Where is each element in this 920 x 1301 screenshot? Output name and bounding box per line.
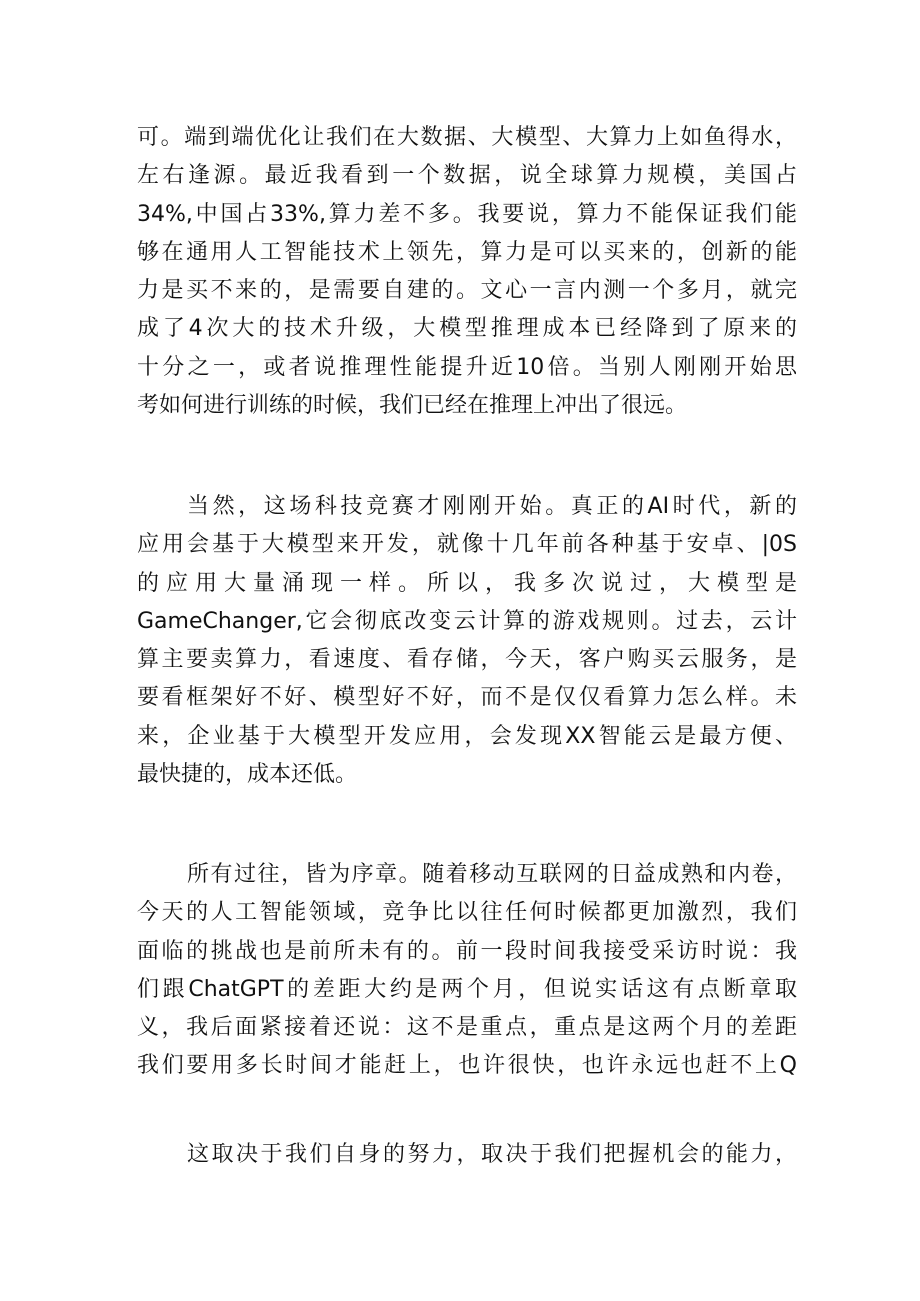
- paragraph-line: 这取决于我们自身的努力，取决于我们把握机会的能力，: [187, 1142, 797, 1167]
- paragraph-line: 的应用大量涌现一样。所以，我多次说过，大模型是: [137, 570, 797, 596]
- paragraph-line: 今天的人工智能领域，竞争比以往任何时候都更加激烈，我们: [137, 900, 797, 926]
- paragraph-line: 所有过往，皆为序章。随着移动互联网的日益成熟和内卷，: [187, 862, 797, 887]
- paragraph-line: 面临的挑战也是前所未有的。前一段时间我接受采访时说：我: [137, 938, 797, 964]
- paragraph-line: 可。端到端优化让我们在大数据、大模型、大算力上如鱼得水，: [137, 125, 797, 150]
- paragraph-line: 义，我后面紧接着还说：这不是重点，重点是这两个月的差距: [137, 1015, 797, 1041]
- paragraph-line: 来，企业基于大模型开发应用，会发现XX智能云是最方便、: [137, 723, 797, 749]
- paragraph-line: 十分之一，或者说推理性能提升近10倍。当别人刚刚开始思: [137, 354, 797, 380]
- paragraph-line: 左右逢源。最近我看到一个数据，说全球算力规模，美国占: [137, 163, 797, 189]
- paragraph-line: 34%,中国占33%,算力差不多。我要说，算力不能保证我们能: [137, 201, 797, 227]
- paragraph-line: 要看框架好不好、模型好不好，而不是仅仅看算力怎么样。未: [137, 685, 797, 711]
- paragraph-line: 够在通用人工智能技术上领先，算力是可以买来的，创新的能: [137, 239, 797, 265]
- paragraph-line: 成了4次大的技术升级，大模型推理成本已经降到了原来的: [137, 316, 797, 342]
- paragraph-4: [137, 1136, 797, 1174]
- paragraph-line: 们跟ChatGPT的差距大约是两个月，但说实话这有点断章取: [137, 976, 797, 1002]
- paragraph-line: 最快捷的，成本还低。: [137, 762, 358, 788]
- paragraph-line: 力是买不来的，是需要自建的。文心一言内测一个多月，就完: [137, 278, 797, 304]
- paragraph-1: [137, 119, 797, 425]
- paragraph-line: 当然，这场科技竞赛才刚刚开始。真正的AI时代，新的: [187, 494, 797, 519]
- paragraph-line: GameChanger,它会彻底改变云计算的游戏规则。过去，云计: [137, 608, 797, 634]
- paragraph-line: 考如何进行训练的时候，我们已经在推理上冲出了很远。: [137, 393, 688, 419]
- paragraph-line: 我们要用多长时间才能赶上，也许很快，也许永远也赶不上Q: [137, 1053, 797, 1079]
- paragraph-line: 算主要卖算力，看速度、看存储，今天，客户购买云服务，是: [137, 647, 797, 673]
- paragraph-3: [137, 856, 797, 1086]
- paragraph-2: [137, 488, 797, 794]
- paragraph-line: 应用会基于大模型来开发，就像十几年前各种基于安卓、|0S: [137, 532, 797, 558]
